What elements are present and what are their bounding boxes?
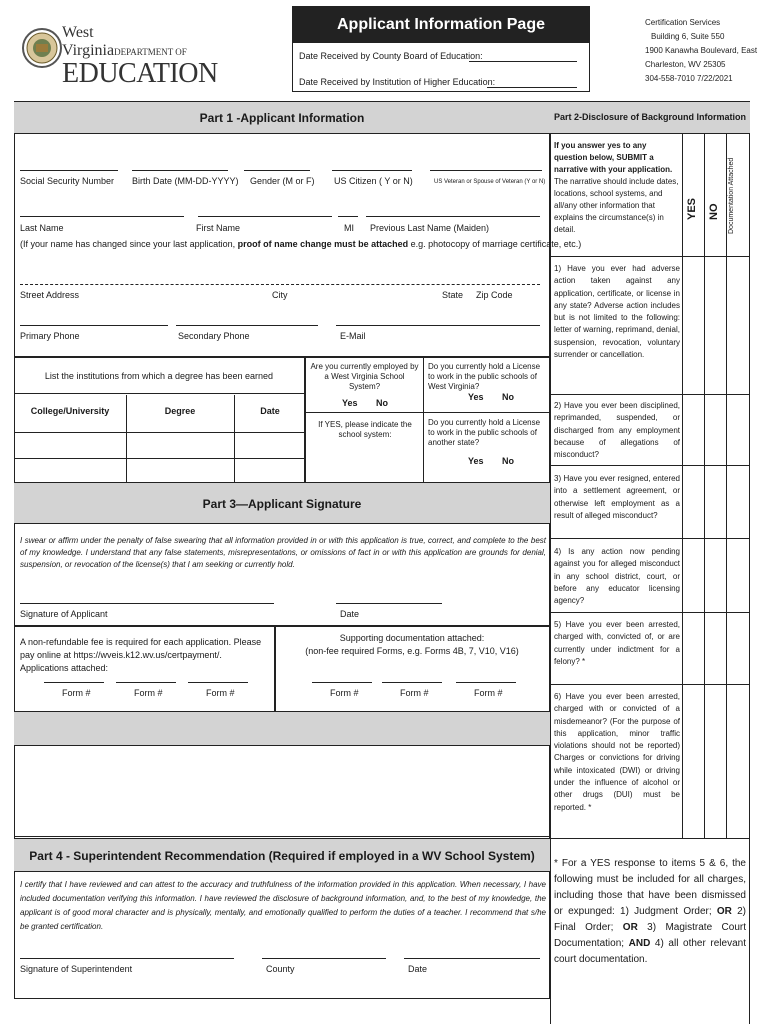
col-yes-header: YES [686, 197, 698, 220]
table-row[interactable] [14, 458, 304, 459]
address-line: 304-558-7010 7/22/2021 [645, 74, 733, 83]
form-label: Form # [474, 688, 503, 698]
form-input[interactable] [456, 682, 516, 683]
birth-line[interactable] [132, 170, 228, 171]
applicant-date-line[interactable] [336, 603, 442, 604]
gender-label: Gender (M or F) [250, 176, 315, 186]
question-3: 3) Have you ever resigned, entered into a settlement agreement, or otherwise left employment as a result of alleged misconduct? [554, 474, 680, 520]
form-input[interactable] [44, 682, 104, 683]
institutions-label: List the institutions from which a degree has been earned [14, 358, 304, 394]
form-label: Form # [330, 688, 359, 698]
license-other-question: Do you currently hold a License to work in the public schools of another state? [428, 418, 541, 447]
license-other-no[interactable]: No [502, 456, 514, 466]
employed-no[interactable]: No [376, 398, 388, 408]
secondary-phone-line[interactable] [176, 325, 318, 326]
applicant-oath: I swear or affirm under the penalty of false swearing that all information provided in or with this application is true, correct, and complete to the best of my knowledge. I understand that any false statements, misrepresentations, or omissions of fact in or with this application are grounds for denial, suspension, or revocation of the license(s) that I am seeking or currently hold. [20, 536, 546, 569]
logo-line1b: DEPARTMENT OF [114, 47, 187, 57]
part2-intro: If you answer yes to any question below, SUBMIT a narrative with your application. The narrative should include dates, locations, school systems, and all/any other information that explains the circumstance(s) in detail. [554, 141, 679, 234]
county-label: County [266, 964, 295, 974]
address-block [645, 16, 757, 86]
primary-phone-label: Primary Phone [20, 331, 80, 341]
part2-footnote: * For a YES response to items 5 & 6, the following must be included for all charges, including those that have been dismissed or expunged: 1) Judgment Order; OR 2) Final Order; OR 3) Magistrate Court Documentation; AND 4) all other relevant court documentation. [554, 858, 747, 965]
ssn-line[interactable] [20, 170, 118, 171]
street-label: Street Address [20, 290, 80, 300]
col-no-header: NO [708, 203, 720, 220]
question-4: 4) Is any action now pending against you for alleged misconduct in any school district, court, or before any educator licensing agency? [554, 547, 680, 606]
page-title: Applicant Information Page [293, 7, 589, 43]
superintendent-signature-line[interactable] [20, 958, 234, 959]
email-line[interactable] [336, 325, 540, 326]
part3-title: Part 3—Applicant Signature [14, 482, 550, 524]
primary-phone-line[interactable] [20, 325, 168, 326]
col-college: College/University [30, 406, 110, 416]
license-wv-no[interactable]: No [502, 392, 514, 402]
form-label: Form # [400, 688, 429, 698]
table-row[interactable] [14, 432, 304, 433]
question-1: 1) Have you ever had adverse action taken against any application, certificate, or license in any state? Adverse action includes but is not limited to the following: letter of warning, reprimand, denial, suspension, revocation, voluntary surrender or cancellation. [554, 264, 680, 360]
address-line: Charleston, WV 25305 [645, 60, 726, 69]
city-label: City [272, 290, 288, 300]
address-line: Certification Services [645, 18, 721, 27]
if-yes-label: If YES, please indicate the school system: [318, 420, 412, 439]
address-line: Building 6, Suite 550 [651, 32, 725, 41]
super-date-label: Date [408, 964, 428, 974]
last-name-line[interactable] [20, 216, 184, 217]
date-label: Date [340, 609, 360, 619]
license-wv-yes[interactable]: Yes [468, 392, 484, 402]
col-degree: Degree [164, 406, 196, 416]
header-box [292, 6, 590, 92]
state-label: State [442, 290, 464, 300]
superintendent-certify: I certify that I have reviewed and can attest to the accuracy and truthfulness of the information provided in this application. When necessary, I have included documentation verifying this information. I have reviewed the disclosure of background information, and, to the best of my knowledge, the applicant is of good moral character and is physically, mentally, and emotionally qualified to perform the duties of a teacher. I recommend that s/he be granted certification. [20, 880, 546, 931]
fee-text: A non-refundable fee is required for each application. Please pay online at https://wveis.k12.wv.us/certpayment/. Applications attached: [20, 637, 262, 673]
col-doc-header: Documentation Attached [728, 157, 735, 234]
logo-line1: West Virginia [62, 24, 115, 59]
date-received-institution: Date Received by Institution of Higher Education: [299, 77, 589, 87]
signature-label: Signature of Applicant [20, 609, 108, 619]
question-5: 5) Have you ever been arrested, charged with, convicted of, or are currently under indictment for a felony? * [554, 620, 680, 666]
veteran-line[interactable] [430, 170, 542, 171]
employed-yes[interactable]: Yes [342, 398, 358, 408]
supporting-label: Supporting documentation attached: [339, 633, 485, 643]
applicant-signature-line[interactable] [20, 603, 274, 604]
wv-seal-logo [22, 14, 62, 82]
mi-label: MI [344, 223, 354, 233]
mi-line[interactable] [338, 216, 358, 217]
address-line-input[interactable] [20, 284, 540, 285]
first-name-label: First Name [196, 223, 241, 233]
employment-box [306, 356, 424, 482]
ssn-label: Social Security Number [20, 176, 115, 186]
form-input[interactable] [312, 682, 372, 683]
zip-label: Zip Code [476, 290, 513, 300]
part4-title: Part 4 - Superintendent Recommendation (Required if employed in a WV School System) [14, 838, 550, 872]
gender-line[interactable] [244, 170, 310, 171]
license-other-yes[interactable]: Yes [468, 456, 484, 466]
form-input[interactable] [116, 682, 176, 683]
license-wv-question: Do you currently hold a License to work in the public schools of West Virginia? [428, 362, 541, 391]
address-line: 1900 Kanawha Boulevard, East [645, 46, 758, 55]
veteran-label: US Veteran or Spouse of Veteran (Y or N) [434, 179, 546, 185]
form-input[interactable] [188, 682, 248, 683]
county-line[interactable] [262, 958, 386, 959]
logo-line2: EDUCATION [62, 58, 218, 89]
first-name-line[interactable] [198, 216, 332, 217]
form-input[interactable] [382, 682, 442, 683]
birth-label: Birth Date (MM-DD-YYYY) [132, 176, 239, 186]
question-6: 6) Have you ever been arrested, charged with or convicted of a misdemeanor? (For the purpose of this application, minor traffic violations should not be reported) Charges or convictions for driving while intoxicated (DWI) or driving under the influence of alcohol or other drugs (DUI) must be reported. * [554, 692, 680, 812]
institutions-table [14, 356, 306, 482]
part2-title: Part 2-Disclosure of Background Information [550, 101, 750, 134]
superintendent-label: Signature of Superintendent [20, 964, 133, 974]
super-date-line[interactable] [404, 958, 540, 959]
question-2: 2) Have you ever been disciplined, reprimanded, suspended, or discharged from any employment because of allegations of misconduct? [554, 401, 680, 460]
logo-text [62, 24, 218, 89]
prev-name-label: Previous Last Name (Maiden) [370, 223, 490, 233]
form-label: Form # [206, 688, 235, 698]
license-box [424, 356, 550, 482]
form-label: Form # [62, 688, 91, 698]
prev-name-line[interactable] [366, 216, 540, 217]
col-date: Date [260, 406, 280, 416]
citizen-label: US Citizen ( Y or N) [334, 176, 413, 186]
citizen-line[interactable] [332, 170, 412, 171]
employed-question: Are you currently employed by a West Virginia School System? [310, 362, 419, 391]
email-label: E-Mail [340, 331, 366, 341]
name-change-note: (If your name has changed since your last application, proof of name change must be attached e.g. photocopy of marriage certificate, etc.) [20, 239, 582, 249]
blank-grey-band [14, 711, 550, 746]
form-label: Form # [134, 688, 163, 698]
secondary-phone-label: Secondary Phone [178, 331, 250, 341]
supporting-forms: (non-fee required Forms, e.g. Forms 4B, 7, V10, V16) [305, 646, 519, 656]
last-name-label: Last Name [20, 223, 64, 233]
date-received-county: Date Received by County Board of Education: [299, 51, 589, 61]
part1-title: Part 1 -Applicant Information [14, 101, 550, 134]
